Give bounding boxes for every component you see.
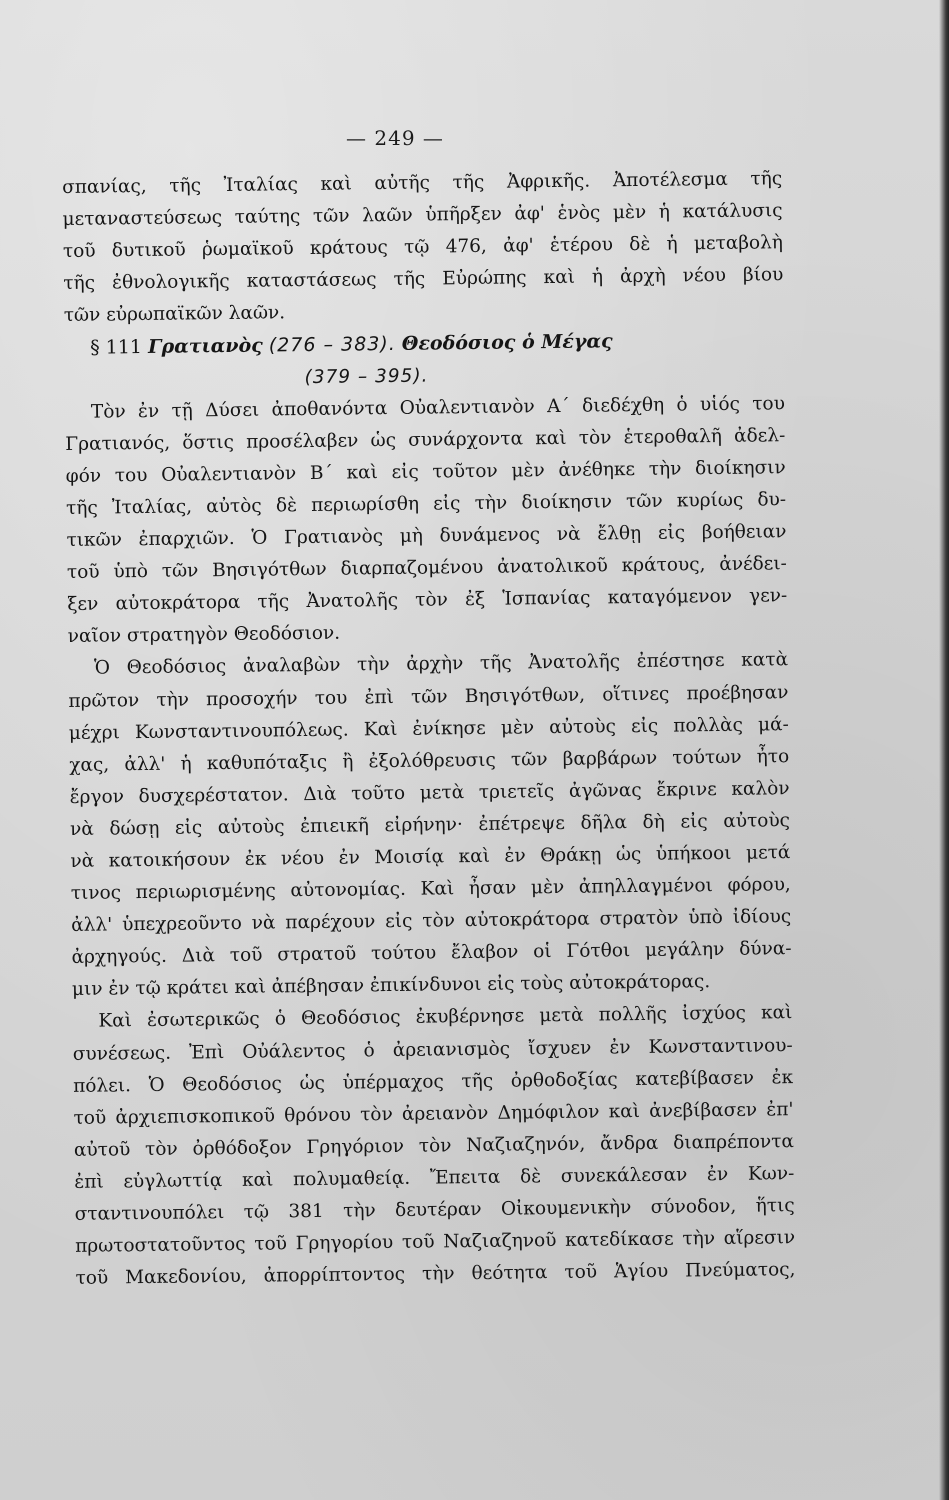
text-line: αὐτοῦ τὸν ὀρθόδοξον Γρηγόριον τὸν Ναζιαζηνόν, ἄνδρα διαπρέποντα bbox=[73, 1130, 795, 1161]
text-line: σπανίας, τῆς Ἰταλίας καὶ αὐτῆς τῆς Ἀφρικῆς. Ἀποτέλεσμα τῆς bbox=[62, 168, 783, 198]
text-line: ἔργον δυσχερέστατον. Διὰ τοῦτο μετὰ τριετεῖς ἀγῶνας ἔκρινε καλὸν bbox=[69, 777, 790, 808]
text-line: φόν του Οὐαλεντιανὸν Β΄ καὶ εἰς τοῦτον μὲν ἀνέθηκε τὴν διοίκησιν bbox=[65, 457, 786, 487]
text-line: Ὁ Θεοδόσιος ἀναλαβὼν τὴν ἀρχὴν τῆς Ἀνατολῆς ἐπέστησε κατὰ bbox=[93, 649, 789, 680]
text-line: Καὶ ἐσωτερικῶς ὁ Θεοδόσιος ἐκυβέρνησε μετὰ πολλῆς ἰσχύος καὶ bbox=[98, 1002, 793, 1033]
text-line: νὰ κατοικήσουν ἐκ νέου ἐν Μοισίᾳ καὶ ἐν Θράκῃ ὡς ὑπήκοοι μετά bbox=[70, 842, 791, 872]
page-number: — 249 — bbox=[346, 126, 444, 150]
section-years-gratianus: (276 – 383). bbox=[268, 333, 396, 357]
text-line: πρῶτον τὴν προσοχήν του ἐπὶ τῶν Βησιγότθων, οἵτινες προέβησαν bbox=[68, 681, 789, 712]
text-line: πρωτοστατοῦντος τοῦ Γρηγορίου τοῦ Ναζιαζηνοῦ κατεδίκασε τὴν αἵρεσιν bbox=[75, 1227, 796, 1258]
text-line: ἀρχηγούς. Διὰ τοῦ στρατοῦ τούτου ἔλαβον οἱ Γότθοι μεγάλην δύνα- bbox=[71, 938, 792, 969]
text-line: πόλει. Ὁ Θεοδόσιος ὡς ὑπέρμαχος τῆς ὀρθοδοξίας κατεβίβασεν ἐκ bbox=[73, 1066, 794, 1097]
text-line: χας, ἀλλ' ἡ καθυπόταξις ἢ ἐξολόθρευσις τῶν βαρβάρων τούτων ἦτο bbox=[69, 745, 790, 776]
section-name-gratianus: Γρατιανὸς bbox=[147, 335, 263, 359]
section-name-theodosius: Θεοδόσιος ὁ Μέγας bbox=[401, 330, 613, 356]
text-line: τοῦ Μακεδονίου, ἀπορρίπτοντος τὴν θεότητα τοῦ Ἁγίου Πνεύματος, bbox=[75, 1259, 796, 1290]
text-line: τῶν εὐρωπαϊκῶν λαῶν. bbox=[63, 302, 286, 327]
text-line: ξεν αὐτοκράτορα τῆς Ἀνατολῆς τὸν ἐξ Ἱσπανίας καταγόμενον γεν- bbox=[67, 585, 788, 616]
text-line: συνέσεως. Ἐπὶ Οὐάλεντος ὁ ἀρειανισμὸς ἴσχυεν ἐν Κωνσταντινου- bbox=[72, 1034, 793, 1065]
text-line: μεταναστεύσεως ταύτης τῶν λαῶν ὑπῆρξεν ἀφ' ἑνὸς μὲν ἡ κατάλυσις bbox=[62, 200, 783, 231]
page-edge-shadow bbox=[939, 0, 949, 1500]
text-line: ναῖον στρατηγὸν Θεοδόσιον. bbox=[67, 622, 341, 648]
text-line: τοῦ ἀρχιεπισκοπικοῦ θρόνου τὸν ἀρειανὸν Δημόφιλον καὶ ἀνεβίβασεν ἐπ' bbox=[73, 1098, 794, 1129]
text-line: τοῦ δυτικοῦ ῥωμαϊκοῦ κράτους τῷ 476, ἀφ' ἑτέρου δὲ ἡ μεταβολὴ bbox=[62, 232, 784, 263]
text-line: τικῶν ἐπαρχιῶν. Ὁ Γρατιανὸς μὴ δυνάμενος νὰ ἔλθῃ εἰς βοήθειαν bbox=[66, 521, 787, 552]
page-text-block bbox=[62, 163, 796, 1295]
text-line: μιν ἐν τῷ κράτει καὶ ἀπέβησαν ἐπικίνδυνοι εἰς τοὺς αὐτοκράτορας. bbox=[71, 971, 711, 1001]
text-line: ἐπὶ εὐγλωττίᾳ καὶ πολυμαθείᾳ. Ἔπειτα δὲ συνεκάλεσαν ἐν Κων- bbox=[74, 1163, 795, 1193]
text-line: τῆς Ἰταλίας, αὐτὸς δὲ περιωρίσθη εἰς τὴν διοίκησιν τῶν κυρίως δυ- bbox=[65, 489, 787, 519]
text-line: ἀλλ' ὑπεχρεοῦντο νὰ παρέχουν εἰς τὸν αὐτοκράτορα στρατὸν ὑπὸ ἰδίους bbox=[71, 906, 792, 937]
text-line: τοῦ ὑπὸ τῶν Βησιγότθων διαρπαζομένου ἀνατολικοῦ κράτους, ἀνέδει- bbox=[66, 553, 787, 584]
text-line: Τὸν ἐν τῇ Δύσει ἀποθανόντα Οὐαλεντιανὸν Α΄ διεδέχθη ὁ υἱός του bbox=[90, 392, 786, 423]
section-years-theodosius: (379 – 395). bbox=[304, 365, 429, 388]
text-line: μέχρι Κωνσταντινουπόλεως. Καὶ ἐνίκησε μὲν αὐτοὺς εἰς πολλὰς μά- bbox=[68, 713, 789, 744]
text-line: Γρατιανός, ὅστις προσέλαβεν ὡς συνάρχοντα καὶ τὸν ἑτεροθαλῆ ἀδελ- bbox=[65, 424, 786, 455]
section-number: § 111 bbox=[90, 336, 143, 360]
text-line: νὰ δώσῃ εἰς αὐτοὺς ἐπιεικῆ εἰρήνην· ἐπέτρεψε δῆλα δὴ εἰς αὐτοὺς bbox=[69, 810, 791, 840]
text-line: τῆς ἐθνολογικῆς καταστάσεως τῆς Εὐρώπης καὶ ἡ ἀρχὴ νέου βίου bbox=[63, 264, 784, 295]
text-line: σταντινουπόλει τῷ 381 τὴν δευτέραν Οἰκουμενικὴν σύνοδον, ἥτις bbox=[74, 1195, 795, 1225]
text-line: τινος περιωρισμένης αὐτονομίας. Καὶ ἦσαν μὲν ἀπηλλαγμένοι φόρου, bbox=[70, 874, 791, 905]
